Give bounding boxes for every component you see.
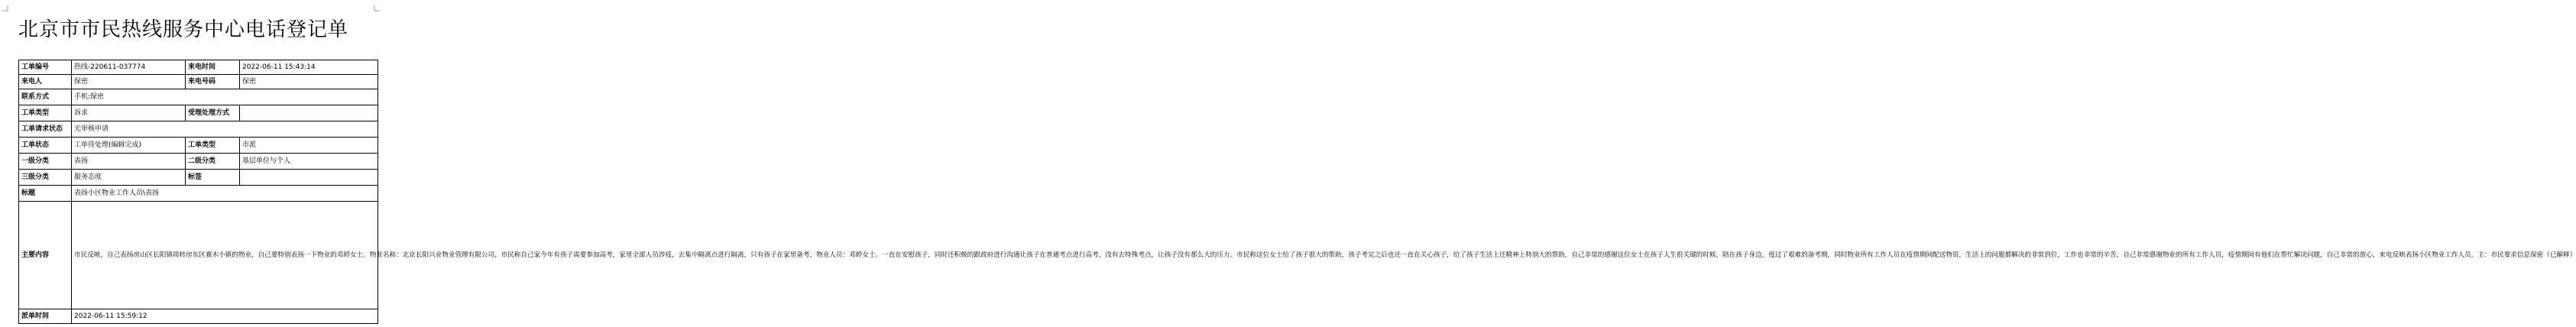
tags-value <box>240 170 378 186</box>
content-label: 主要内容 <box>19 202 72 309</box>
ticket-category-label: 工单类型 <box>186 138 240 154</box>
request-status-label: 工单请求状态 <box>19 121 72 138</box>
subject-label: 标题 <box>19 186 72 202</box>
row-ticket-number <box>19 60 378 75</box>
category-2-value: 基层单位与个人 <box>240 154 378 170</box>
ticket-number-label: 工单编号 <box>19 60 72 75</box>
tags-label: 标签 <box>186 170 240 186</box>
corner-mark-top-right <box>374 5 380 11</box>
category-1-value: 表扬 <box>72 154 186 170</box>
row-caller <box>19 75 378 89</box>
ticket-number-value: 热线-220611-037774 <box>72 60 186 75</box>
registration-form-table <box>18 60 2576 324</box>
handling-mode-value <box>240 105 378 121</box>
content-value: 市民反映，自己表扬房山区长阳镇周转房东区赛木小镇的物业，自己要特别表扬一下物业的邓婷女士。物业名称：北京长阳兴业物业管理有限公司，市民称自己家今年有孩子需要参加高考，家里全部人员涉疫，去集中隔离点进行隔离，只有孩子在家里备考，物业人员：邓婷女士。一直在安慰孩子，同时还积极的跟政府进行沟通让孩子在普通考点进行高考，没有去特殊考点，让孩子没有那么大的压力。市民称这位女士给了孩子很大的帮助，孩子考完之后也还一直在关心孩子，给了孩子生活上还精神上特别大的帮助，自己非常的感谢这位女士在孩子人生很关键的时候，陪在孩子身边，度过了艰难的备考期，同时物业所有工作人员在疫情期间配送物资，生活上的问题都解决的非常到位，工作也非常的辛苦，自己非常感谢物业的所有工作人员，疫情期间有他们在帮忙解决问题，自己非常的放心，来电反映表扬小区物业工作人员。主：市民要求信息保密（已解释） <box>72 202 378 309</box>
ticket-status-value: 工单待处理(编辑完成) <box>72 138 186 154</box>
contact-label: 联系方式 <box>19 89 72 105</box>
caller-label: 来电人 <box>19 75 72 89</box>
row-contact <box>19 89 378 105</box>
category-3-label: 三级分类 <box>19 170 72 186</box>
row-request-status <box>19 121 378 138</box>
ticket-type-label: 工单类型 <box>19 105 72 121</box>
call-time-label: 来电时间 <box>186 60 240 75</box>
document-title: 北京市市民热线服务中心电话登记单 <box>18 18 349 41</box>
ticket-status-label: 工单状态 <box>19 138 72 154</box>
request-status-value: 无审核申请 <box>72 121 378 138</box>
row-ticket-type <box>19 105 378 121</box>
dispatch-time-value: 2022-06-11 15:59:12 <box>72 309 378 324</box>
dispatch-time-label: 派单时间 <box>19 309 72 324</box>
ticket-category-value: 市派 <box>240 138 378 154</box>
category-3-value: 服务态度 <box>72 170 186 186</box>
caller-phone-value: 保密 <box>240 75 378 89</box>
row-category-1-2 <box>19 154 378 170</box>
caller-phone-label: 来电号码 <box>186 75 240 89</box>
handling-mode-label: 受理处理方式 <box>186 105 240 121</box>
category-1-label: 一级分类 <box>19 154 72 170</box>
row-subject <box>19 186 378 202</box>
subject-value: 表扬小区物业工作人员\表扬 <box>72 186 378 202</box>
caller-value: 保密 <box>72 75 186 89</box>
category-2-label: 二级分类 <box>186 154 240 170</box>
row-category-3-tags <box>19 170 378 186</box>
contact-value: 手机:保密 <box>72 89 378 105</box>
row-dispatch-time <box>19 309 378 324</box>
row-ticket-status <box>19 138 378 154</box>
ticket-type-value: 诉求 <box>72 105 186 121</box>
row-content <box>19 202 378 309</box>
corner-mark-top-left <box>2 5 8 11</box>
call-time-value: 2022-06-11 15:43:14 <box>240 60 378 75</box>
